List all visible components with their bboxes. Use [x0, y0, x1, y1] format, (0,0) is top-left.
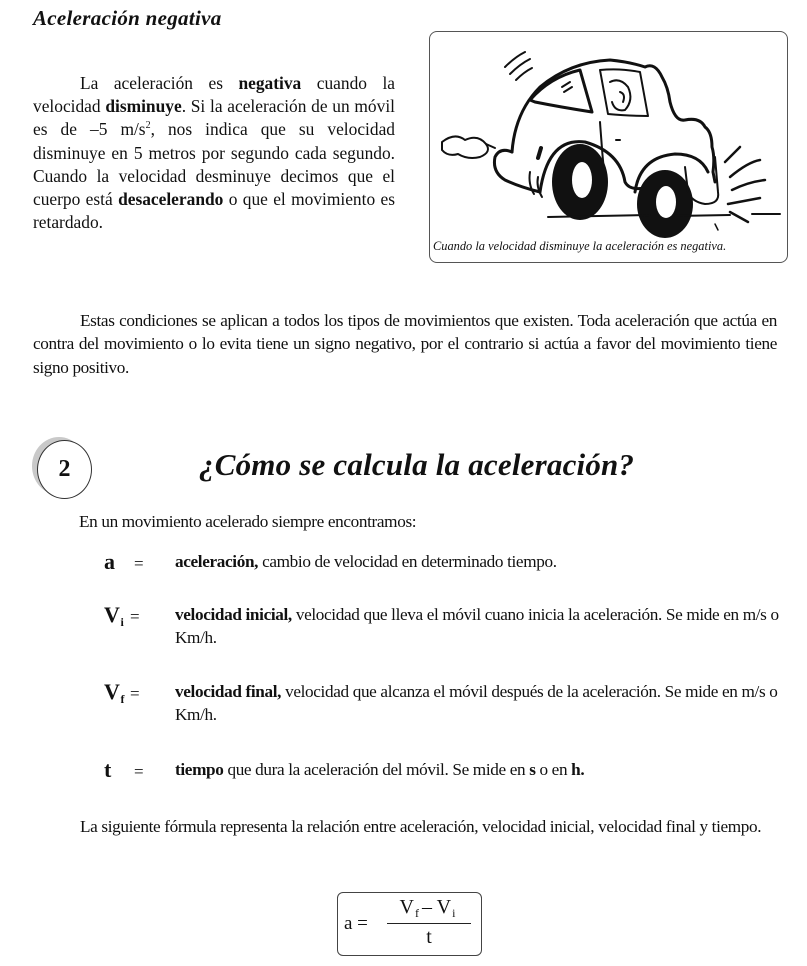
equals-sign: =	[130, 684, 140, 703]
symbol-main: t	[104, 757, 111, 782]
symbol-main: V	[104, 602, 120, 627]
unit-seconds: s	[529, 760, 536, 779]
bold-disminuye: disminuye	[105, 96, 182, 117]
definition-a	[104, 550, 784, 573]
fraction-bar	[387, 923, 471, 924]
definition-body	[175, 603, 784, 650]
formula-paragraph	[33, 815, 777, 838]
symbol	[104, 758, 174, 783]
description: que dura la aceleración del móvil. Se mide en	[223, 760, 530, 779]
definition-t	[104, 758, 784, 781]
acceleration-formula	[337, 892, 482, 956]
definition-body	[175, 680, 784, 727]
term: aceleración,	[175, 552, 259, 571]
description: o en	[535, 760, 572, 779]
definition-body	[175, 758, 784, 781]
vi-symbol: V	[436, 896, 452, 918]
definition-vf	[104, 680, 784, 727]
symbol-main: a	[104, 549, 115, 574]
text: o que el movimiento es retardado.	[33, 189, 395, 233]
description: cambio de velocidad en determinado tiempo.	[258, 552, 557, 571]
vf-symbol: V	[399, 896, 414, 918]
bold-desacelerando: desacelerando	[118, 189, 224, 210]
braking-car-illustration	[430, 32, 787, 242]
symbol-subscript: i	[120, 615, 124, 629]
minus-sign: –	[422, 896, 432, 918]
section-number-badge	[32, 437, 92, 499]
superscript: 2	[145, 120, 151, 132]
equals-sign: =	[134, 554, 144, 573]
symbol	[104, 550, 174, 575]
term: tiempo	[175, 760, 224, 779]
formula-fraction	[387, 896, 471, 949]
vi-subscript: i	[452, 906, 456, 920]
symbol	[104, 603, 174, 634]
unit-hours: h.	[571, 760, 585, 779]
text: . Si la aceleración de un móvil es de –5 m/s	[33, 96, 395, 140]
symbol-main: V	[104, 679, 120, 704]
text: , nos indica que su velocidad disminuye en 5 metros por segundo cada segundo. Cuando la velocidad desminuye decimos que el cuerpo está	[33, 119, 395, 210]
figure-caption: Cuando la velocidad disminuye la aceleración es negativa.	[433, 239, 727, 253]
text: La aceleración es	[80, 73, 239, 93]
symbol	[104, 680, 174, 711]
equals-sign: =	[130, 607, 140, 626]
definition-vi	[104, 603, 784, 650]
section-heading: ¿Cómo se calcula la aceleración?	[199, 447, 635, 482]
intro-text: En un movimiento acelerado siempre encontramos:	[79, 512, 417, 531]
section-number: 2	[37, 440, 92, 499]
definition-body	[175, 550, 784, 573]
symbol-subscript: f	[120, 692, 125, 706]
term: velocidad final,	[175, 682, 282, 701]
negative-acceleration-paragraph	[33, 72, 395, 234]
text: Estas condiciones se aplican a todos los tipos de movimientos que existen. Toda aceleración que actúa en contra del movimiento o lo evita tiene un signo negativo, por el contrario si actúa a favor del movimiento tiene signo positivo.	[33, 311, 777, 377]
section-title: Aceleración negativa	[33, 6, 222, 30]
equals-sign: =	[134, 762, 144, 781]
text: cuando la velocidad	[33, 73, 395, 117]
formula-numerator	[387, 896, 471, 921]
formula-denominator: t	[426, 926, 432, 948]
conditions-paragraph	[33, 309, 777, 379]
car-figure	[429, 31, 788, 263]
vf-subscript: f	[415, 906, 419, 920]
formula-lhs: a =	[344, 913, 368, 934]
description: velocidad que alcanza el móvil después de la aceleración. Se mide en m/s o Km/h.	[175, 682, 778, 725]
description: velocidad que lleva el móvil cuano inicia la aceleración. Se mide en m/s o Km/h.	[175, 605, 779, 648]
bold-negativa: negativa	[238, 73, 302, 93]
text: La siguiente fórmula representa la relación entre aceleración, velocidad inicial, velocidad final y tiempo.	[80, 817, 762, 836]
term: velocidad inicial,	[175, 605, 292, 624]
